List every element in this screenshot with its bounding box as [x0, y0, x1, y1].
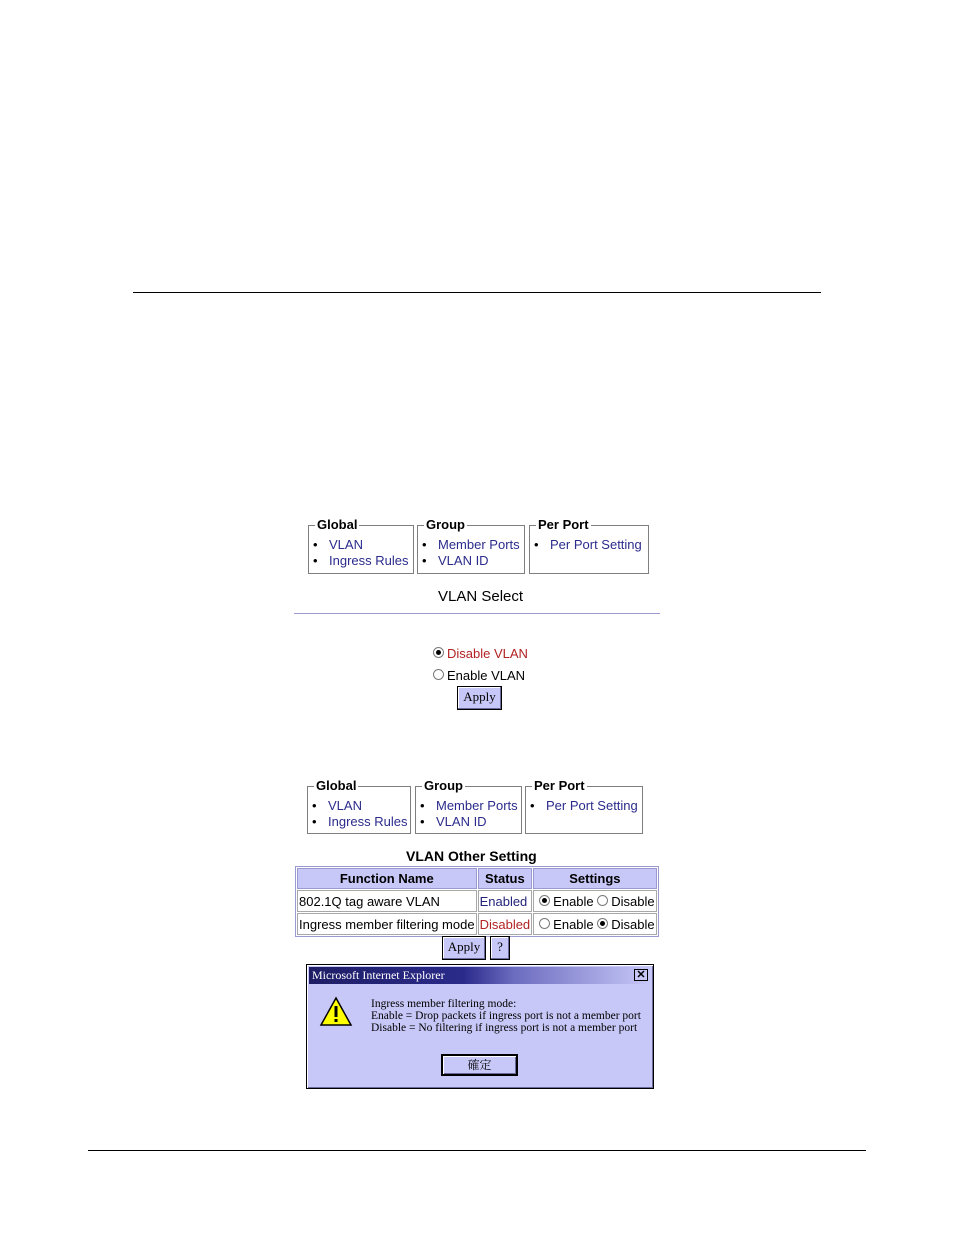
nav-item-vlan-id[interactable]: • VLAN ID [422, 553, 489, 568]
dialog-title: Microsoft Internet Explorer [312, 968, 445, 982]
enable-radio[interactable] [539, 918, 550, 929]
disable-vlan-option[interactable]: Disable VLAN [433, 646, 528, 661]
col-status: Status [478, 868, 533, 889]
nav-group-group [417, 517, 525, 574]
bottom-rule [88, 1150, 866, 1151]
col-settings: Settings [533, 868, 656, 889]
nav-item-ingress-rules[interactable]: • Ingress Rules [313, 553, 409, 568]
title-divider [294, 613, 660, 614]
nav-group-global [307, 778, 411, 834]
dialog-message: Ingress member filtering mode: Enable = Drop packets if ingress port is not a member port Disable = No filtering if ingress port is not a member port [371, 998, 641, 1034]
settings-cell: Enable Disable [533, 913, 656, 935]
ok-button[interactable]: 確定 [442, 1055, 517, 1075]
nav-group-per-port [529, 517, 649, 574]
nav-item-per-port-setting[interactable]: • Per Port Setting [534, 537, 642, 552]
nav-legend-group: Group [426, 517, 465, 532]
vlan-select-title: VLAN Select [438, 588, 524, 605]
vlan-settings-table [295, 866, 659, 937]
alert-dialog [306, 964, 654, 1089]
nav-item-vlan[interactable]: • VLAN [313, 537, 363, 552]
nav-legend-global: Global [317, 517, 358, 532]
table-row [297, 890, 657, 912]
nav-legend-global: Global [316, 778, 357, 793]
nav-item-member-ports[interactable]: • Member Ports [422, 537, 520, 552]
disable-radio[interactable] [597, 918, 608, 929]
settings-cell: Enable Disable [533, 890, 656, 912]
nav-item-vlan[interactable]: • VLAN [312, 798, 362, 813]
nav-group-per-port [525, 778, 643, 834]
warning-icon [319, 996, 353, 1028]
nav-legend-group: Group [424, 778, 463, 793]
table-row [297, 913, 657, 935]
col-function-name: Function Name [297, 868, 477, 889]
enable-vlan-option[interactable]: Enable VLAN [433, 668, 525, 683]
disable-vlan-radio[interactable] [433, 647, 444, 658]
dialog-title-bar [309, 967, 651, 984]
nav-item-ingress-rules[interactable]: • Ingress Rules [312, 814, 408, 829]
disable-radio[interactable] [597, 895, 608, 906]
close-icon[interactable]: ✕ [634, 969, 648, 981]
enable-radio[interactable] [539, 895, 550, 906]
top-rule [133, 292, 821, 293]
help-button[interactable]: ? [490, 936, 510, 960]
nav-item-per-port-setting[interactable]: • Per Port Setting [530, 798, 638, 813]
nav-item-member-ports[interactable]: • Member Ports [420, 798, 518, 813]
nav-legend-per-port: Per Port [534, 778, 585, 793]
vlan-other-title: VLAN Other Setting [406, 848, 537, 864]
enable-vlan-radio[interactable] [433, 669, 444, 680]
function-name-cell: 802.1Q tag aware VLAN [297, 890, 477, 912]
apply-button[interactable]: Apply [457, 686, 502, 710]
nav-group-group [415, 778, 522, 834]
status-cell: Enabled [478, 890, 533, 912]
function-name-cell: Ingress member filtering mode [297, 913, 477, 935]
status-cell: Disabled [478, 913, 533, 935]
nav-group-global [308, 517, 414, 574]
nav-legend-per-port: Per Port [538, 517, 589, 532]
apply-button[interactable]: Apply [442, 936, 486, 960]
nav-item-vlan-id[interactable]: • VLAN ID [420, 814, 487, 829]
